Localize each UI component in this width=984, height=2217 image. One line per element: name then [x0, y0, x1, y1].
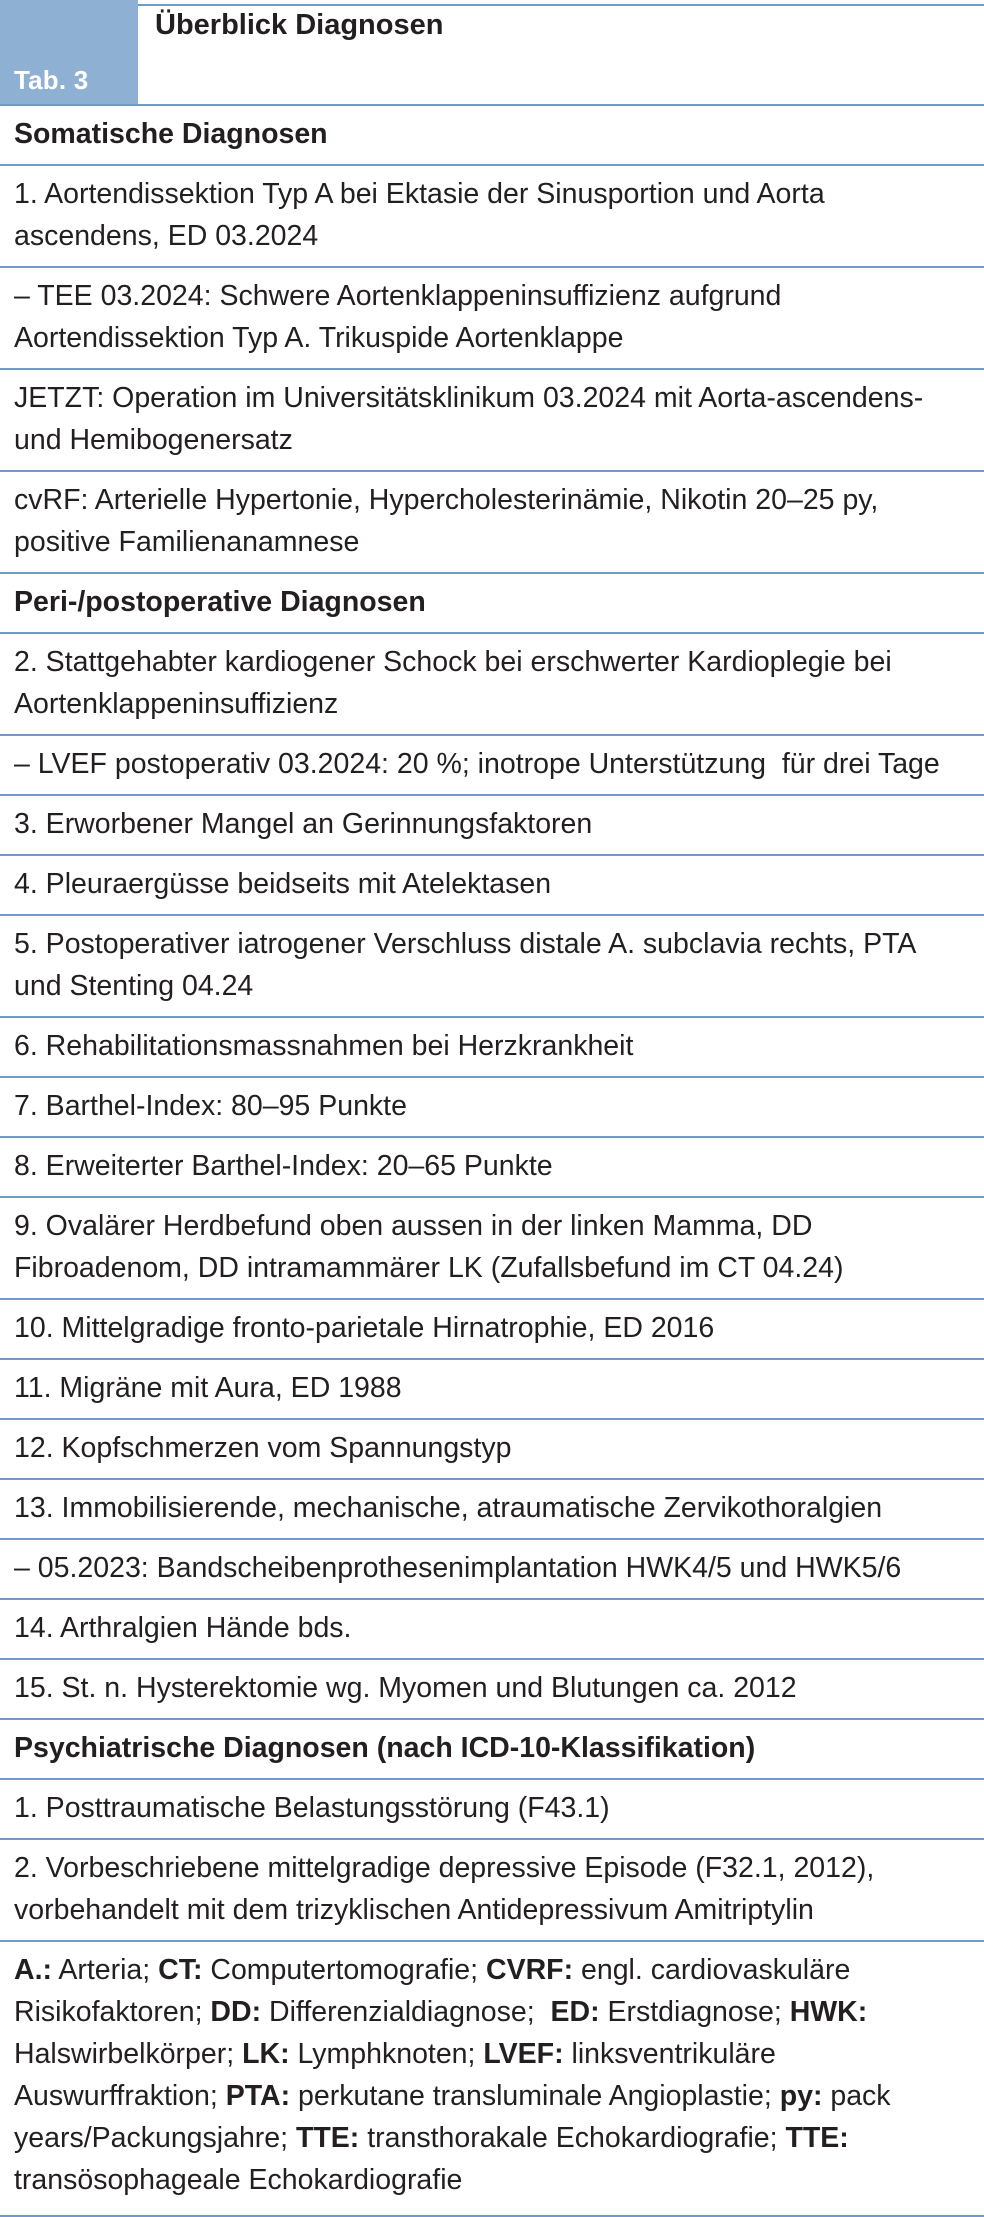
table-title: Überblick Diagnosen: [155, 9, 444, 41]
table-row: 6. Rehabilitationsmassnahmen bei Herzkrankheit: [0, 1016, 984, 1076]
table-row: JETZT: Operation im Universitätsklinikum 03.2024 mit Aorta-ascendens- und Hemibogenersatz: [0, 368, 984, 470]
table-row: 8. Erweiterter Barthel-Index: 20–65 Punkte: [0, 1136, 984, 1196]
legend-abbreviation: TTE:: [785, 2122, 849, 2154]
legend-abbreviation: py:: [779, 2080, 823, 2112]
table-row: 15. St. n. Hysterektomie wg. Myomen und Blutungen ca. 2012: [0, 1658, 984, 1718]
legend-definition: linksventrikuläre Auswurffraktion;: [14, 2038, 783, 2112]
legend-definition: transösophageale Echokardiografie: [14, 2122, 857, 2196]
table-row: 1. Aortendissektion Typ A bei Ektasie der Sinusportion und Aorta ascendens, ED 03.2024: [0, 164, 984, 266]
table-row: 5. Postoperativer iatrogener Verschluss distale A. subclavia rechts, PTA und Stenting 04.24: [0, 914, 984, 1016]
legend-definition: Arteria;: [52, 1954, 159, 1986]
table-row: 12. Kopfschmerzen vom Spannungstyp: [0, 1418, 984, 1478]
table-row: 11. Migräne mit Aura, ED 1988: [0, 1358, 984, 1418]
table-row: 4. Pleuraergüsse beidseits mit Atelektasen: [0, 854, 984, 914]
legend-abbreviation: ED:: [550, 1996, 600, 2028]
legend-abbreviation: LVEF:: [483, 2038, 564, 2070]
legend-definition: transthorakale Echokardiografie;: [359, 2122, 786, 2154]
table-row: 9. Ovalärer Herdbefund oben aussen in der linken Mamma, DD Fibroadenom, DD intramammärer LK (Zufallsbefund im CT 04.24): [0, 1196, 984, 1298]
section-heading: Psychiatrische Diagnosen (nach ICD-10-Klassifikation): [0, 1718, 984, 1778]
table-row: 2. Stattgehabter kardiogener Schock bei erschwerter Kardioplegie bei Aortenklappeninsuffizienz: [0, 632, 984, 734]
legend-abbreviation: CT:: [158, 1954, 203, 1986]
legend-abbreviation: LK:: [242, 2038, 290, 2070]
table-row: 2. Vorbeschriebene mittelgradige depressive Episode (F32.1, 2012), vorbehandelt mit dem trizyklischen Antidepressivum Amitriptylin: [0, 1838, 984, 1940]
section-heading: Somatische Diagnosen: [0, 104, 984, 164]
table-row: 13. Immobilisierende, mechanische, atraumatische Zervikothoralgien: [0, 1478, 984, 1538]
legend-abbreviation: DD:: [210, 1996, 262, 2028]
legend-definition: engl. cardiovaskuläre Risikofaktoren;: [14, 1954, 859, 2028]
legend-definition: Differenzialdiagnose;: [261, 1996, 551, 2028]
legend-abbreviation: PTA:: [225, 2080, 291, 2112]
table-row: 3. Erworbener Mangel an Gerinnungsfaktoren: [0, 794, 984, 854]
table-row: 7. Barthel-Index: 80–95 Punkte: [0, 1076, 984, 1136]
table-row: 1. Posttraumatische Belastungsstörung (F43.1): [0, 1778, 984, 1838]
table-number-label: [0, 0, 138, 104]
header-rule: [138, 4, 984, 6]
table-row: – 05.2023: Bandscheibenprothesenimplantation HWK4/5 und HWK5/6: [0, 1538, 984, 1598]
legend-definition: perkutane transluminale Angioplastie;: [290, 2080, 780, 2112]
legend-definition: Erstdiagnose;: [599, 1996, 790, 2028]
table-row: cvRF: Arterielle Hypertonie, Hypercholesterinämie, Nikotin 20–25 py, positive Familienanamnese: [0, 470, 984, 572]
legend-definition: pack years/Packungsjahre;: [14, 2080, 899, 2154]
table-row: 10. Mittelgradige fronto-parietale Hirnatrophie, ED 2016: [0, 1298, 984, 1358]
legend-abbreviation: TTE:: [295, 2122, 360, 2154]
legend-definition: Computertomografie;: [202, 1954, 486, 1986]
legend-abbreviation: HWK:: [789, 1996, 868, 2028]
abbreviation-legend: [0, 1940, 984, 2217]
legend-definition: Halswirbelkörper;: [14, 1996, 876, 2070]
legend-abbreviation: CVRF:: [486, 1954, 574, 1986]
legend-definition: Lymphknoten;: [289, 2038, 484, 2070]
section-heading: Peri-/postoperative Diagnosen: [0, 572, 984, 632]
table-body: [0, 104, 984, 2217]
table-number-text: Tab. 3: [14, 65, 89, 95]
legend-abbreviation: A.:: [14, 1954, 52, 1986]
table-row: – TEE 03.2024: Schwere Aortenklappeninsuffizienz aufgrund Aortendissektion Typ A. Trikuspide Aortenklappe: [0, 266, 984, 368]
table-row: 14. Arthralgien Hände bds.: [0, 1598, 984, 1658]
table-row: – LVEF postoperativ 03.2024: 20 %; inotrope Unterstützung für drei Tage: [0, 734, 984, 794]
table-header: [0, 0, 984, 104]
